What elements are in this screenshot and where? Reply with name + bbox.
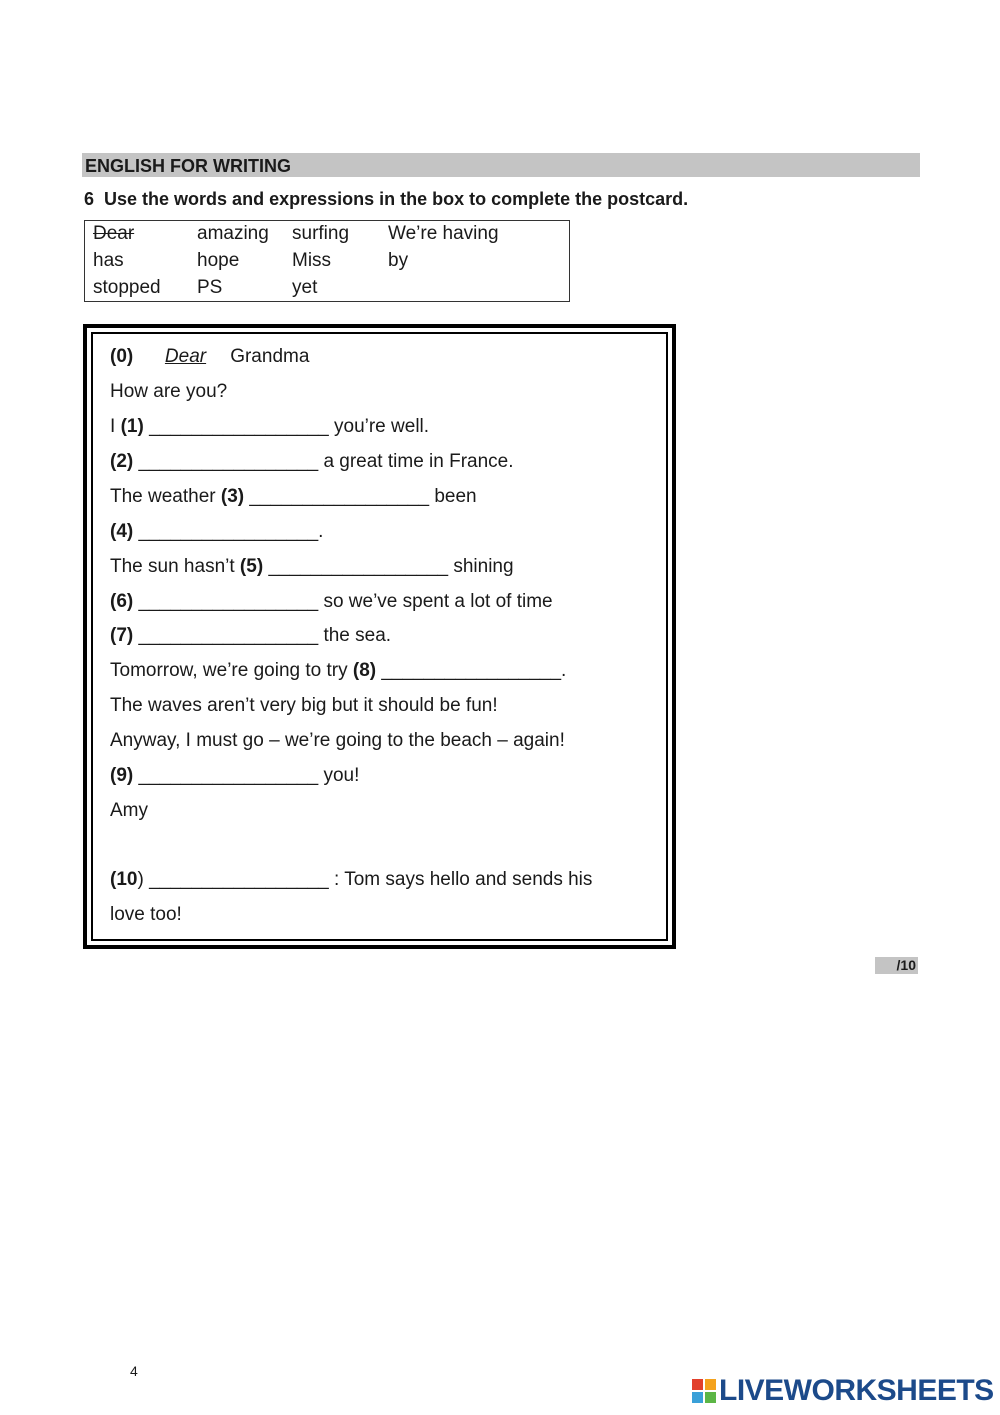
postcard-text: : Tom says hello and sends his (334, 869, 593, 890)
word-bank-item: amazing (197, 223, 269, 244)
postcard-text: so we’ve spent a lot of time (323, 591, 553, 612)
postcard-greeting: How are you? (110, 381, 228, 402)
postcard-waves-line: The waves aren’t very big but it should be fun! (110, 695, 498, 716)
exercise-instruction (84, 188, 688, 210)
word-bank-item: has (93, 250, 124, 271)
section-header-bar (82, 153, 920, 177)
postcard-line-3 (110, 486, 477, 508)
postcard-text: I (110, 416, 116, 437)
logo-text: LIVEWORKSHEETS (719, 1374, 994, 1407)
score-box (875, 957, 918, 974)
item-number: (9) (110, 765, 134, 786)
answer-blank-1[interactable]: _________________ (149, 416, 329, 437)
item-number: (2) (110, 451, 134, 472)
postcard-text: a great time in France. (323, 451, 514, 472)
postcard-line-0 (110, 346, 309, 368)
answer-blank-4[interactable]: _________________ (138, 521, 319, 542)
postcard-text: Tomorrow, we’re going to try (110, 660, 348, 681)
logo-square (692, 1392, 703, 1403)
postcard-text: you! (323, 765, 360, 786)
item-number: (0) (110, 346, 134, 367)
word-bank-item: PS (197, 277, 223, 298)
item-number-open: ( (110, 869, 117, 890)
postcard-line-6 (110, 591, 553, 613)
postcard-text: Grandma (230, 346, 310, 367)
postcard-anyway-line: Anyway, I must go – we’re going to the beach – again! (110, 730, 565, 751)
word-bank-item: surfing (292, 223, 350, 244)
example-answer: Dear (164, 346, 207, 367)
page-number: 4 (130, 1363, 138, 1379)
postcard-line-2 (110, 451, 514, 473)
answer-blank-2[interactable]: _________________ (138, 451, 319, 472)
score-label: /10 (896, 957, 916, 973)
answer-blank-8[interactable]: _________________ (381, 660, 562, 681)
word-bank-item: We’re having (388, 223, 499, 244)
postcard-line-5 (110, 556, 514, 578)
item-number: (7) (110, 625, 134, 646)
item-number: (8) (352, 660, 377, 681)
word-bank-item: by (388, 250, 409, 271)
word-bank-item: hope (197, 250, 240, 271)
answer-blank-5[interactable]: _________________ (268, 556, 449, 577)
word-bank-box (84, 220, 570, 302)
liveworksheets-logo (692, 1374, 994, 1408)
postcard-line-9 (110, 765, 359, 787)
word-bank-item: stopped (93, 277, 161, 298)
postcard-text: been (434, 486, 477, 507)
postcard-text: The weather (110, 486, 216, 507)
postcard-text: . (561, 660, 567, 681)
section-title: ENGLISH FOR WRITING (85, 156, 291, 176)
postcard-line-7 (110, 625, 391, 647)
answer-blank-7[interactable]: _________________ (138, 625, 319, 646)
postcard-text: the sea. (323, 625, 392, 646)
postcard-line-4 (110, 521, 323, 543)
postcard-line-8 (110, 660, 566, 682)
exercise-number: 6 (84, 189, 95, 209)
postcard-line-10 (110, 869, 592, 891)
logo-square (705, 1392, 716, 1403)
postcard-text: you’re well. (334, 416, 430, 437)
item-number: (3) (220, 486, 245, 507)
logo-square (705, 1379, 716, 1390)
item-number-close: ) (137, 869, 144, 890)
item-number: (1) (120, 416, 144, 437)
postcard-text: shining (453, 556, 514, 577)
item-number: 10 (116, 869, 138, 890)
postcard-line-10-continued: love too! (110, 904, 182, 925)
item-number: (4) (110, 521, 134, 542)
word-bank-item: Dear (93, 223, 135, 244)
item-number: (5) (239, 556, 264, 577)
answer-blank-6[interactable]: _________________ (138, 591, 319, 612)
postcard-line-1 (110, 416, 429, 438)
liveworksheets-logo-icon (692, 1379, 716, 1403)
item-number: (6) (110, 591, 134, 612)
postcard-text: The sun hasn’t (110, 556, 235, 577)
answer-blank-3[interactable]: _________________ (249, 486, 430, 507)
answer-blank-10[interactable]: _________________ (149, 869, 329, 890)
logo-square (692, 1379, 703, 1390)
postcard-text: . (318, 521, 324, 542)
word-bank-item: yet (292, 277, 318, 298)
postcard-signature: Amy (110, 800, 148, 821)
answer-blank-9[interactable]: _________________ (138, 765, 319, 786)
exercise-instruction-text: Use the words and expressions in the box to complete the postcard. (104, 189, 689, 209)
word-bank-item: Miss (292, 250, 332, 271)
